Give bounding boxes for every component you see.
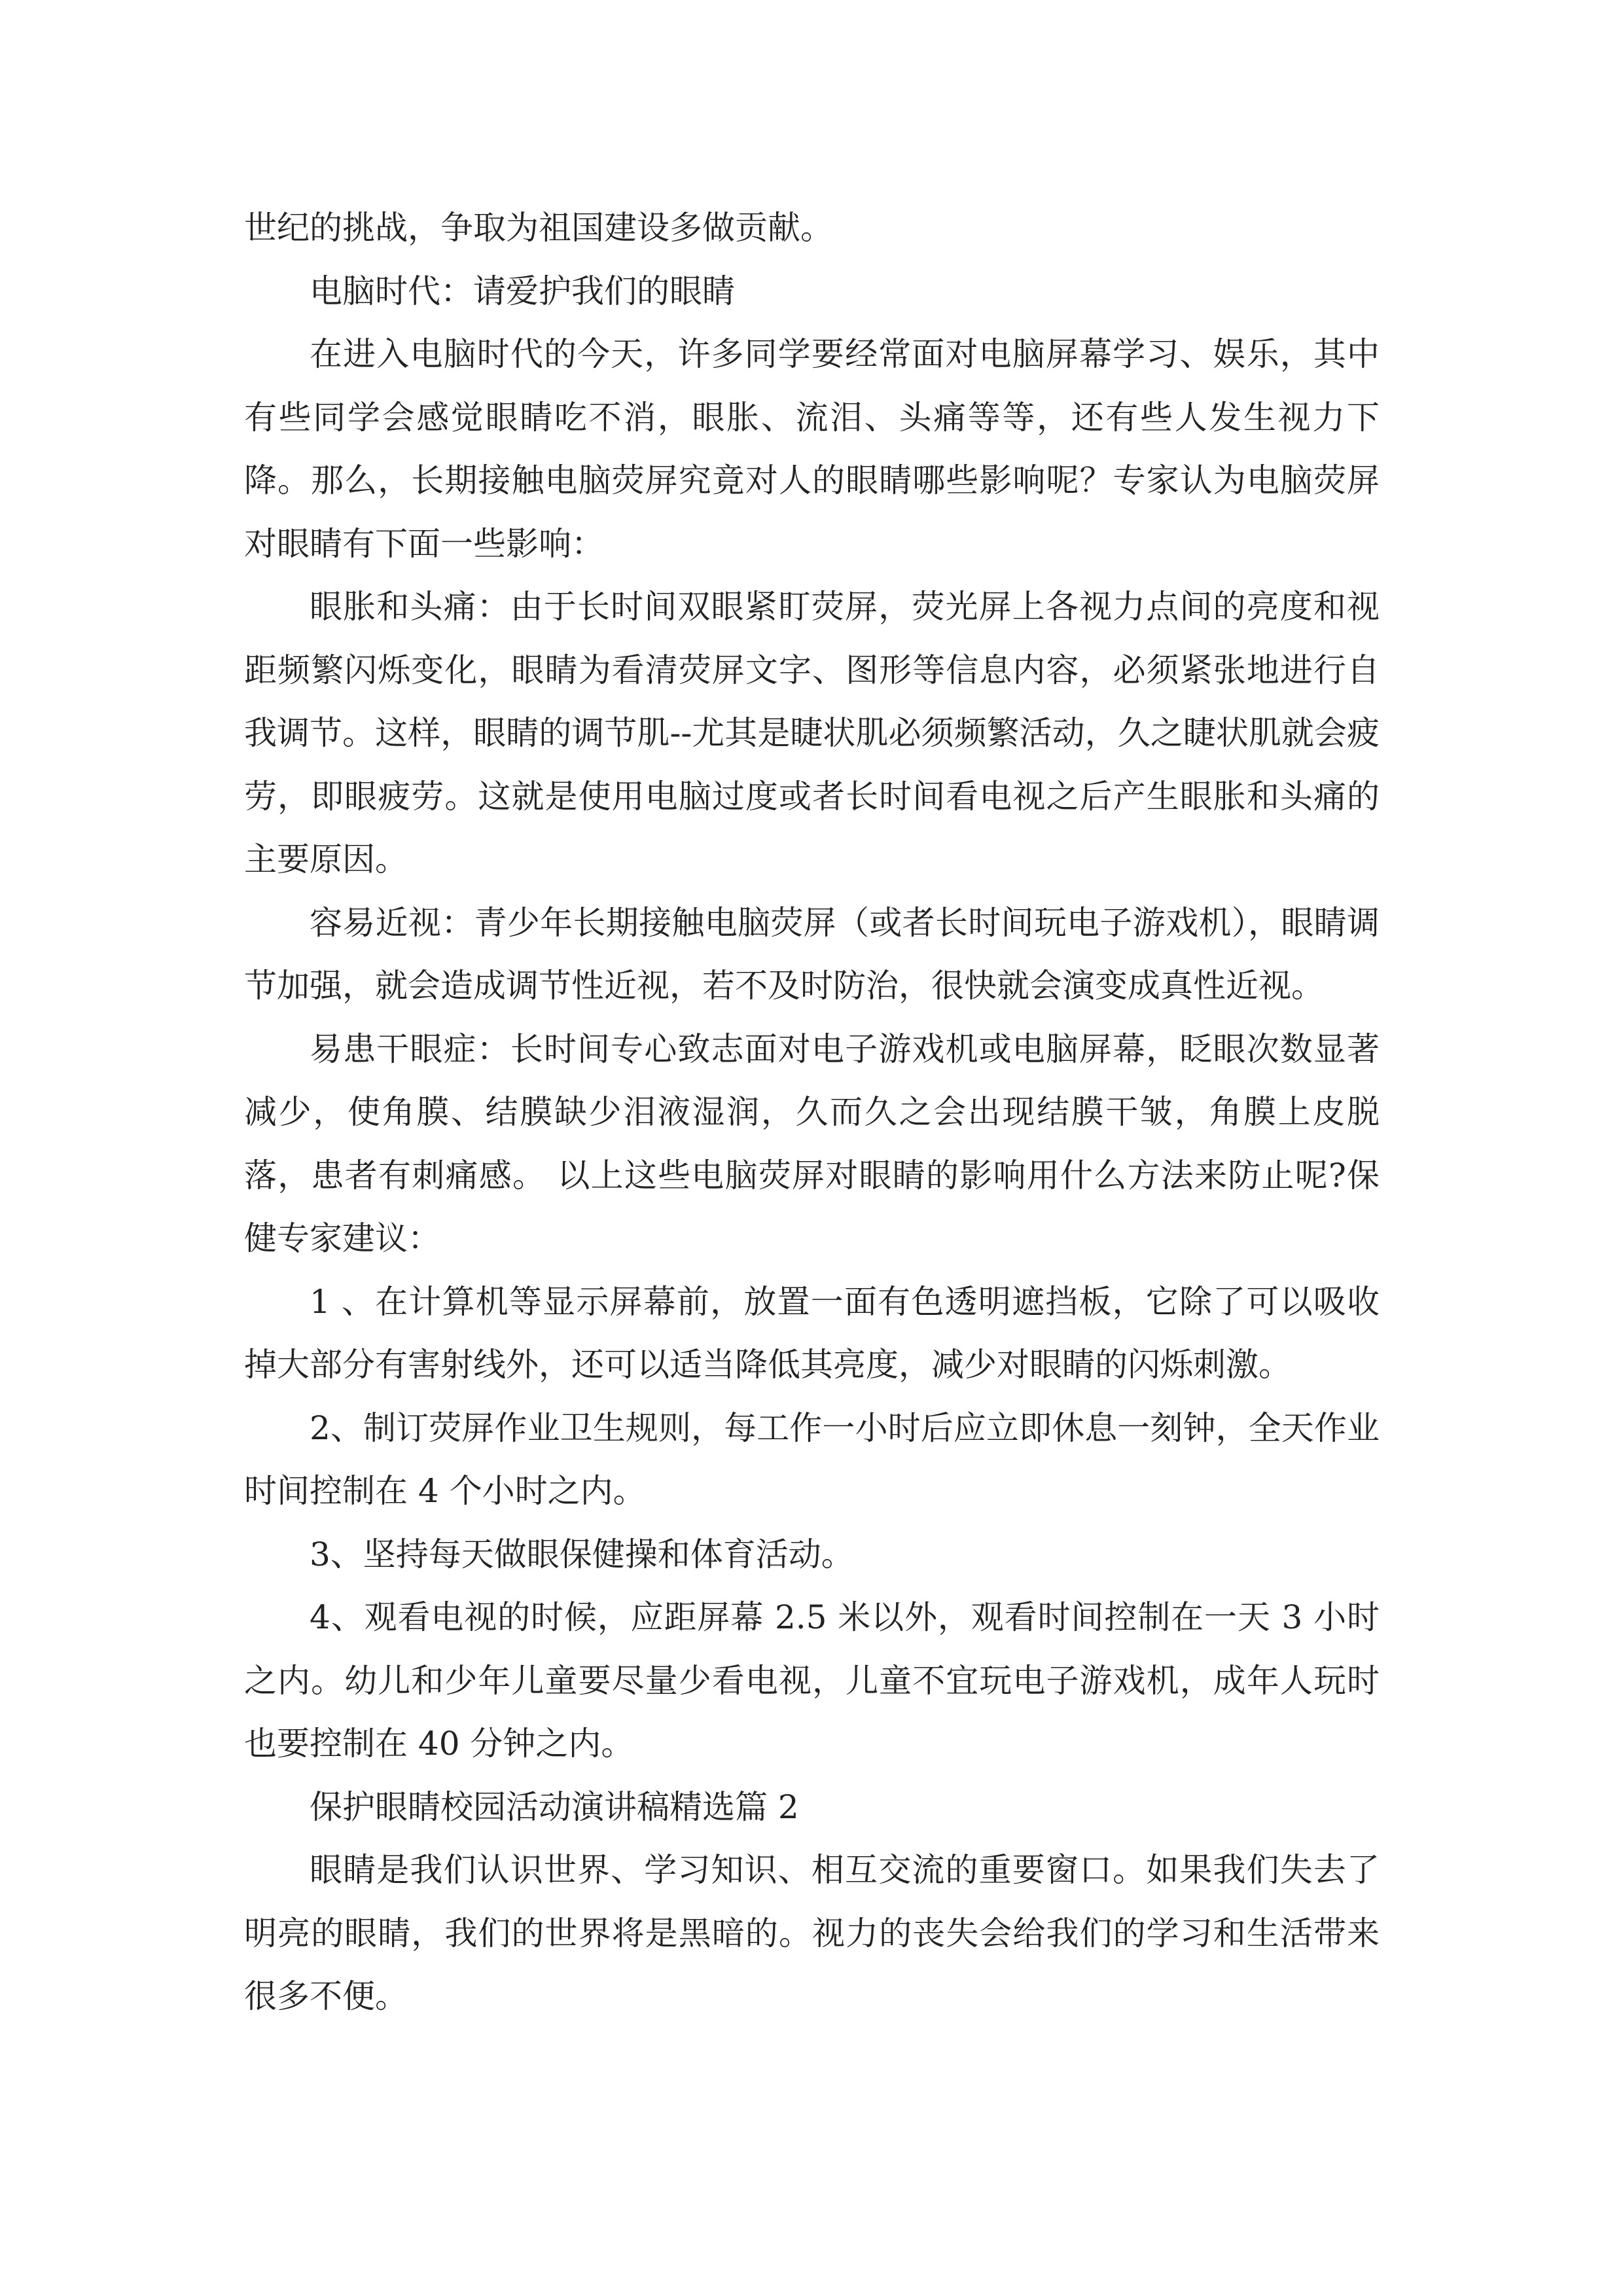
paragraph-dry-eye: 易患干眼症：长时间专心致志面对电子游戏机或电脑屏幕，眨眼次数显著减少，使角膜、结膜缺少泪液湿润，久而久之会出现结膜干皱，角膜上皮脱落，患者有刺痛感。 以上这些电脑荧屏对眼睛的影响用什么方法来防止呢?保健专家建议： bbox=[244, 1030, 1380, 1257]
section-heading-computer-era: 电脑时代：请爱护我们的眼睛 bbox=[310, 272, 735, 310]
document-body bbox=[244, 196, 1380, 2028]
paragraph-continuation: 世纪的挑战，争取为祖国建设多做贡献。 bbox=[244, 209, 833, 247]
section-heading-speech-2: 保护眼睛校园活动演讲稿精选篇 2 bbox=[310, 1787, 799, 1826]
list-item-2: 2、制订荧屏作业卫生规则，每工作一小时后应立即休息一刻钟，全天作业时间控制在 4 个小时之内。 bbox=[244, 1408, 1380, 1510]
list-item-3: 3、坚持每天做眼保健操和体育活动。 bbox=[310, 1535, 854, 1573]
list-item-4: 4、观看电视的时候，应距屏幕 2.5 米以外，观看时间控制在一天 3 小时之内。幼儿和少年儿童要尽量少看电视，儿童不宜玩电子游戏机，成年人玩时也要控制在 40 分钟之内。 bbox=[244, 1598, 1380, 1763]
paragraph-speech-2-intro: 眼睛是我们认识世界、学习知识、相互交流的重要窗口。如果我们失去了明亮的眼睛，我们的世界将是黑暗的。视力的丧失会给我们的学习和生活带来很多不便。 bbox=[244, 1851, 1380, 2015]
paragraph-intro: 在进入电脑时代的今天，许多同学要经常面对电脑屏幕学习、娱乐，其中有些同学会感觉眼睛吃不消，眼胀、流泪、头痛等等，还有些人发生视力下降。那么，长期接触电脑荧屏究竟对人的眼睛哪些影响呢？专家认为电脑荧屏对眼睛有下面一些影响： bbox=[244, 335, 1380, 563]
list-item-1: 1 、在计算机等显示屏幕前，放置一面有色透明遮挡板，它除了可以吸收掉大部分有害射线外，还可以适当降低其亮度，减少对眼睛的闪烁刺激。 bbox=[244, 1282, 1380, 1384]
paragraph-eye-strain: 眼胀和头痛：由于长时间双眼紧盯荧屏，荧光屏上各视力点间的亮度和视距频繁闪烁变化，眼睛为看清荧屏文字、图形等信息内容，必须紧张地进行自我调节。这样，眼睛的调节肌--尤其是睫状肌必须频繁活动，久之睫状肌就会疲劳，即眼疲劳。这就是使用电脑过度或者长时间看电视之后产生眼胀和头痛的主要原因。 bbox=[244, 588, 1380, 878]
paragraph-myopia: 容易近视：青少年长期接触电脑荧屏（或者长时间玩电子游戏机），眼睛调节加强，就会造成调节性近视，若不及时防治，很快就会演变成真性近视。 bbox=[244, 903, 1380, 1005]
